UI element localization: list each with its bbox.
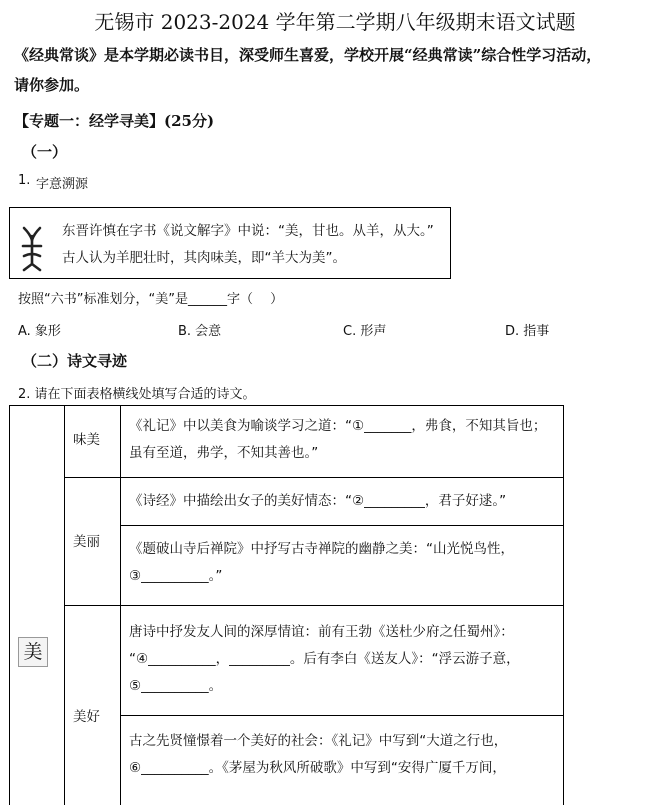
row-4-line-2[interactable]: “④__________，_________。后有李白《送友人》：“浮云游子意， [129, 651, 520, 667]
category-wei-mei: 味美 [73, 432, 100, 448]
row-1-line-2: 虽有至道，弗学，不知其善也。” [129, 445, 319, 461]
option-a[interactable]: A. 象形 [18, 324, 61, 339]
part-two-heading: （二）诗文寻迹 [22, 352, 128, 370]
intro-line-1: 《经典常谈》是本学期必读书目，深受师生喜爱，学校开展“经典常读”综合性学习活动， [14, 46, 602, 64]
row-2-line-1[interactable]: 《诗经》中描绘出女子的美好情态：“②_________，君子好逑。” [129, 493, 507, 509]
character-origin-box [9, 207, 451, 279]
page-title: 无锡市 2023-2024 学年第二学期八年级期末语文试题 [94, 10, 576, 34]
question-2-prompt: 2. 请在下面表格横线处填写合适的诗文。 [18, 387, 256, 402]
poetry-table [9, 405, 564, 805]
row-3-line-2[interactable]: ③__________。” [129, 568, 223, 584]
row-3-line-1: 《题破山寺后禅院》中抒写古寺禅院的幽静之美：“山光悦鸟性， [129, 541, 514, 557]
row-5-line-1: 古之先贤憧憬着一个美好的社会：《礼记》中写到“大道之行也， [129, 733, 508, 749]
box-line-2: 古人认为羊肥壮时，其肉味美，即“羊大为美”。 [62, 250, 346, 266]
box-line-1: 东晋许慎在字书《说文解字》中说：“美，甘也。从羊，从大。” [62, 223, 434, 239]
question-1-label: 字意溯源 [36, 177, 89, 192]
question-1-number: 1. [18, 173, 31, 188]
row-1-line-1[interactable]: 《礼记》中以美食为喻谈学习之道：“①_______，弗食，不知其旨也； [129, 418, 547, 434]
row-5-line-2[interactable]: ⑥__________。《茅屋为秋风所破歌》中写到“安得广厦千万间， [129, 760, 506, 776]
row-4-line-3[interactable]: ⑤__________。 [129, 678, 223, 694]
category-mei-li: 美丽 [73, 534, 100, 550]
oracle-bone-mei-glyph-icon [10, 208, 54, 278]
topic-heading: 【专题一：经学寻美】(25分) [14, 112, 215, 130]
category-mei-hao: 美好 [73, 709, 100, 725]
question-1-stem: 按照“六书”标准划分，“美”是______字（ ） [18, 292, 284, 307]
option-d[interactable]: D. 指事 [505, 324, 550, 339]
option-c[interactable]: C. 形声 [343, 324, 387, 339]
part-one-heading: （一） [22, 143, 68, 161]
intro-line-2: 请你参加。 [14, 76, 90, 94]
mei-character-seal: 美 [18, 637, 48, 667]
option-b[interactable]: B. 会意 [178, 324, 222, 339]
row-4-line-1: 唐诗中抒发友人间的深厚情谊：前有王勃《送杜少府之任蜀州》： [129, 624, 514, 640]
